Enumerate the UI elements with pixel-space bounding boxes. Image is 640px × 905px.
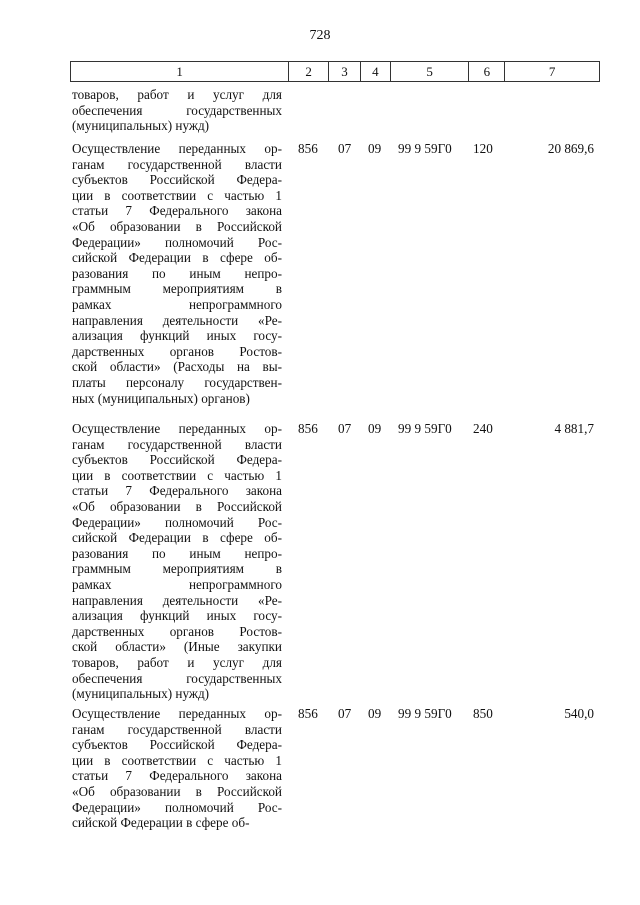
cell-amount: 4 881,7	[554, 421, 594, 436]
description-line: «Об образовании в Российской	[72, 498, 282, 514]
cell-code-subsection: 09	[368, 706, 382, 721]
description-line: Федерации» полномочий Рос-	[72, 799, 282, 815]
cell-code-section: 07	[338, 421, 352, 436]
description-line: «Об образовании в Российской	[72, 783, 282, 799]
cell-code-admin: 856	[298, 421, 318, 436]
description-line: сийской Федерации в сфере об-	[72, 815, 250, 831]
description-line: сийской Федерации в сфере об-	[72, 530, 282, 546]
description-line: направления деятельности «Ре-	[72, 312, 282, 328]
table-row	[70, 706, 600, 831]
description-line: статьи 7 Федерального закона	[72, 768, 282, 784]
cell-code-expense-type: 850	[473, 706, 493, 721]
cell-amount: 20 869,6	[547, 141, 594, 156]
description-line: разования по иным непро-	[72, 265, 282, 281]
description-line: платы персоналу государствен-	[72, 374, 282, 390]
cell-code-subsection: 09	[368, 141, 382, 156]
header-col-3: 3	[329, 62, 361, 81]
description-line: статьи 7 Федерального закона	[72, 203, 282, 219]
description-line: граммным мероприятиям в	[72, 561, 282, 577]
cell-code-admin: 856	[298, 141, 318, 156]
description-line: ных (муниципальных) органов)	[72, 390, 250, 406]
description-line: Федерации» полномочий Рос-	[72, 234, 282, 250]
cell-code-target: 99 9 59Г0	[398, 141, 452, 156]
description-line: (муниципальных) нужд)	[72, 118, 210, 134]
row-description	[72, 87, 282, 134]
description-line: Осуществление переданных ор-	[72, 421, 282, 436]
description-line: ской области» (Расходы на вы-	[72, 359, 282, 375]
description-line: рамках непрограммного	[72, 576, 282, 592]
header-col-2: 2	[289, 62, 329, 81]
description-line: ганам государственной власти	[72, 436, 282, 452]
description-line: ализация функций иных госу-	[72, 328, 282, 344]
table-row	[70, 421, 600, 702]
header-col-1: 1	[71, 62, 289, 81]
header-col-4: 4	[361, 62, 391, 81]
description-line: ганам государственной власти	[72, 721, 282, 737]
cell-code-section: 07	[338, 706, 352, 721]
description-line: дарственных органов Ростов-	[72, 343, 282, 359]
description-line: направления деятельности «Ре-	[72, 592, 282, 608]
table-row	[70, 141, 600, 406]
description-line: ции в соответствии с частью 1	[72, 467, 282, 483]
description-line: субъектов Российской Федера-	[72, 172, 282, 188]
description-line: рамках непрограммного	[72, 296, 282, 312]
header-col-6: 6	[469, 62, 505, 81]
row-description	[72, 706, 282, 831]
cell-amount: 540,0	[564, 706, 594, 721]
description-line: (муниципальных) нужд)	[72, 686, 210, 702]
table-header-row	[70, 61, 600, 82]
description-line: товаров, работ и услуг для	[72, 87, 282, 102]
header-col-7: 7	[548, 63, 556, 79]
description-line: ции в соответствии с частью 1	[72, 187, 282, 203]
description-line: ции в соответствии с частью 1	[72, 752, 282, 768]
description-line: «Об образовании в Российской	[72, 218, 282, 234]
header-col-5: 5	[391, 62, 470, 81]
cell-code-target: 99 9 59Г0	[398, 421, 452, 436]
description-line: субъектов Российской Федера-	[72, 452, 282, 468]
description-line: субъектов Российской Федера-	[72, 737, 282, 753]
description-line: ганам государственной власти	[72, 156, 282, 172]
description-line: дарственных органов Ростов-	[72, 623, 282, 639]
description-line: Федерации» полномочий Рос-	[72, 514, 282, 530]
description-line: Осуществление переданных ор-	[72, 706, 282, 721]
description-line: ской области» (Иные закупки	[72, 639, 282, 655]
description-line: товаров, работ и услуг для	[72, 654, 282, 670]
description-line: граммным мероприятиям в	[72, 281, 282, 297]
description-line: ализация функций иных госу-	[72, 608, 282, 624]
cell-code-target: 99 9 59Г0	[398, 706, 452, 721]
cell-code-section: 07	[338, 141, 352, 156]
cell-code-expense-type: 240	[473, 421, 493, 436]
cell-code-subsection: 09	[368, 421, 382, 436]
description-line: Осуществление переданных ор-	[72, 141, 282, 156]
row-description	[72, 141, 282, 406]
cell-code-expense-type: 120	[473, 141, 493, 156]
description-line: обеспечения государственных	[72, 102, 282, 118]
description-line: статьи 7 Федерального закона	[72, 483, 282, 499]
page-number: 728	[309, 28, 331, 43]
row-description	[72, 421, 282, 702]
description-line: обеспечения государственных	[72, 670, 282, 686]
cell-code-admin: 856	[298, 706, 318, 721]
table-row	[70, 87, 600, 134]
description-line: разования по иным непро-	[72, 545, 282, 561]
description-line: сийской Федерации в сфере об-	[72, 250, 282, 266]
